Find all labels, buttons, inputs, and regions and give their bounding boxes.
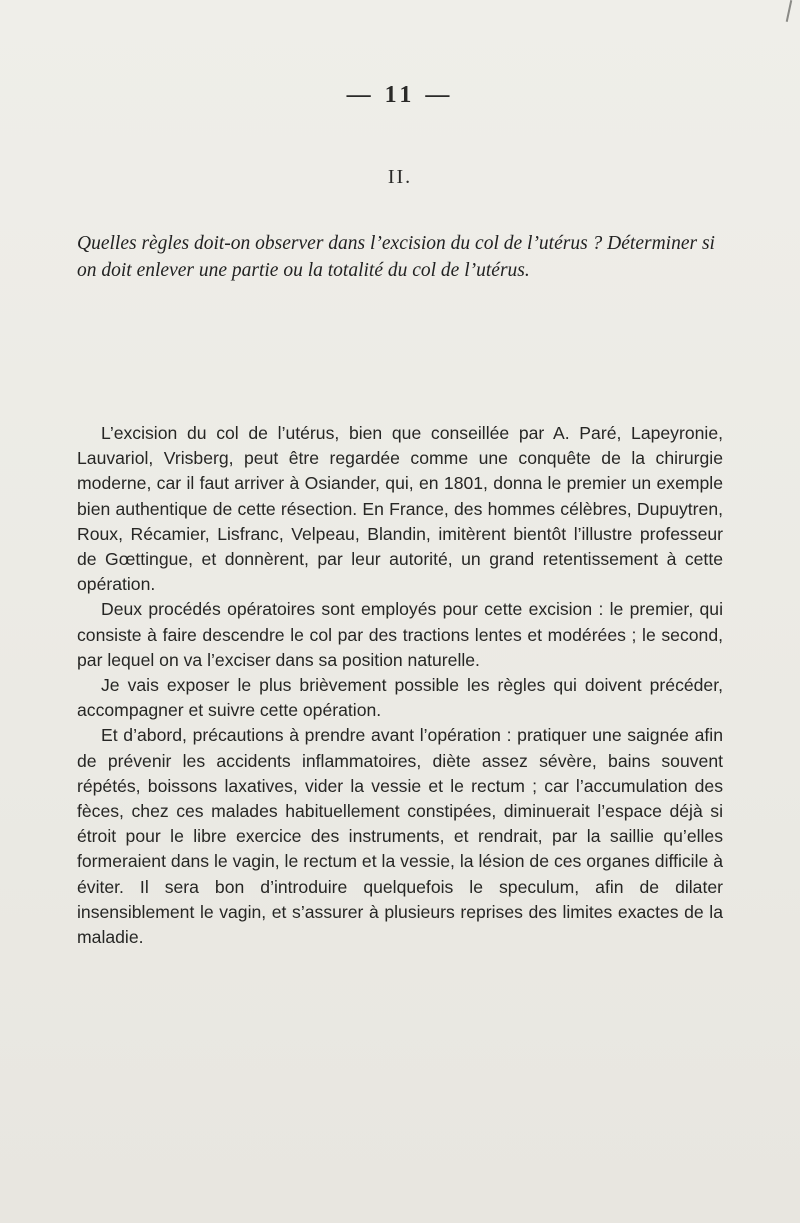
question-text: Quelles règles doit-on observer dans l’excision du col de l’utérus ? Déterminer si on doit enlever une partie ou la totalité du col de l’utérus. [77, 233, 715, 281]
paragraph: Je vais exposer le plus brièvement possible les règles qui doivent précéder, accompagner et suivre cette opération. [77, 675, 723, 721]
body-text [77, 421, 723, 950]
paragraph: L’excision du col de l’utérus, bien que conseillée par A. Paré, Lapeyronie, Lauvariol, Vrisberg, peut être regardée comme une conquête de la chirurgie moderne, car il faut arriver à Osiander, qui, en 1801, donna le premier un exemple bien authentique de cette résection. En France, des hommes célèbres, Dupuytren, Roux, Récamier, Lisfranc, Velpeau, Blandin, imitèrent bientôt l’illustre professeur de Gœttingue, et donnèrent, par leur autorité, un grand retentissement à cette opération. [77, 423, 723, 595]
question-heading [77, 230, 727, 284]
page-edge-mark [786, 0, 793, 22]
section-number: II. [387, 166, 413, 188]
page-number: — 11 — [346, 82, 454, 108]
paragraph: Et d’abord, précautions à prendre avant l’opération : pratiquer une saignée afin de prévenir les accidents inflammatoires, diète assez sévère, bains souvent répétés, boissons laxatives, vider la vessie et le rectum ; car l’accumulation des fèces, chez ces malades habituellement constipées, diminuerait l’espace déjà si étroit pour le libre exercice des instruments, et rendrait, par la saillie qu’elles formeraient dans le vagin, le rectum et la vessie, la lésion de ces organes difficile à éviter. Il sera bon d’introduire quelquefois le speculum, afin de dilater insensiblement le vagin, et s’assurer à plusieurs reprises des limites exactes de la maladie. [77, 725, 723, 948]
paragraph: Deux procédés opératoires sont employés pour cette excision : le premier, qui consiste à faire descendre le col par des tractions lentes et modérées ; le second, par lequel on va l’exciser dans sa position naturelle. [77, 599, 723, 670]
